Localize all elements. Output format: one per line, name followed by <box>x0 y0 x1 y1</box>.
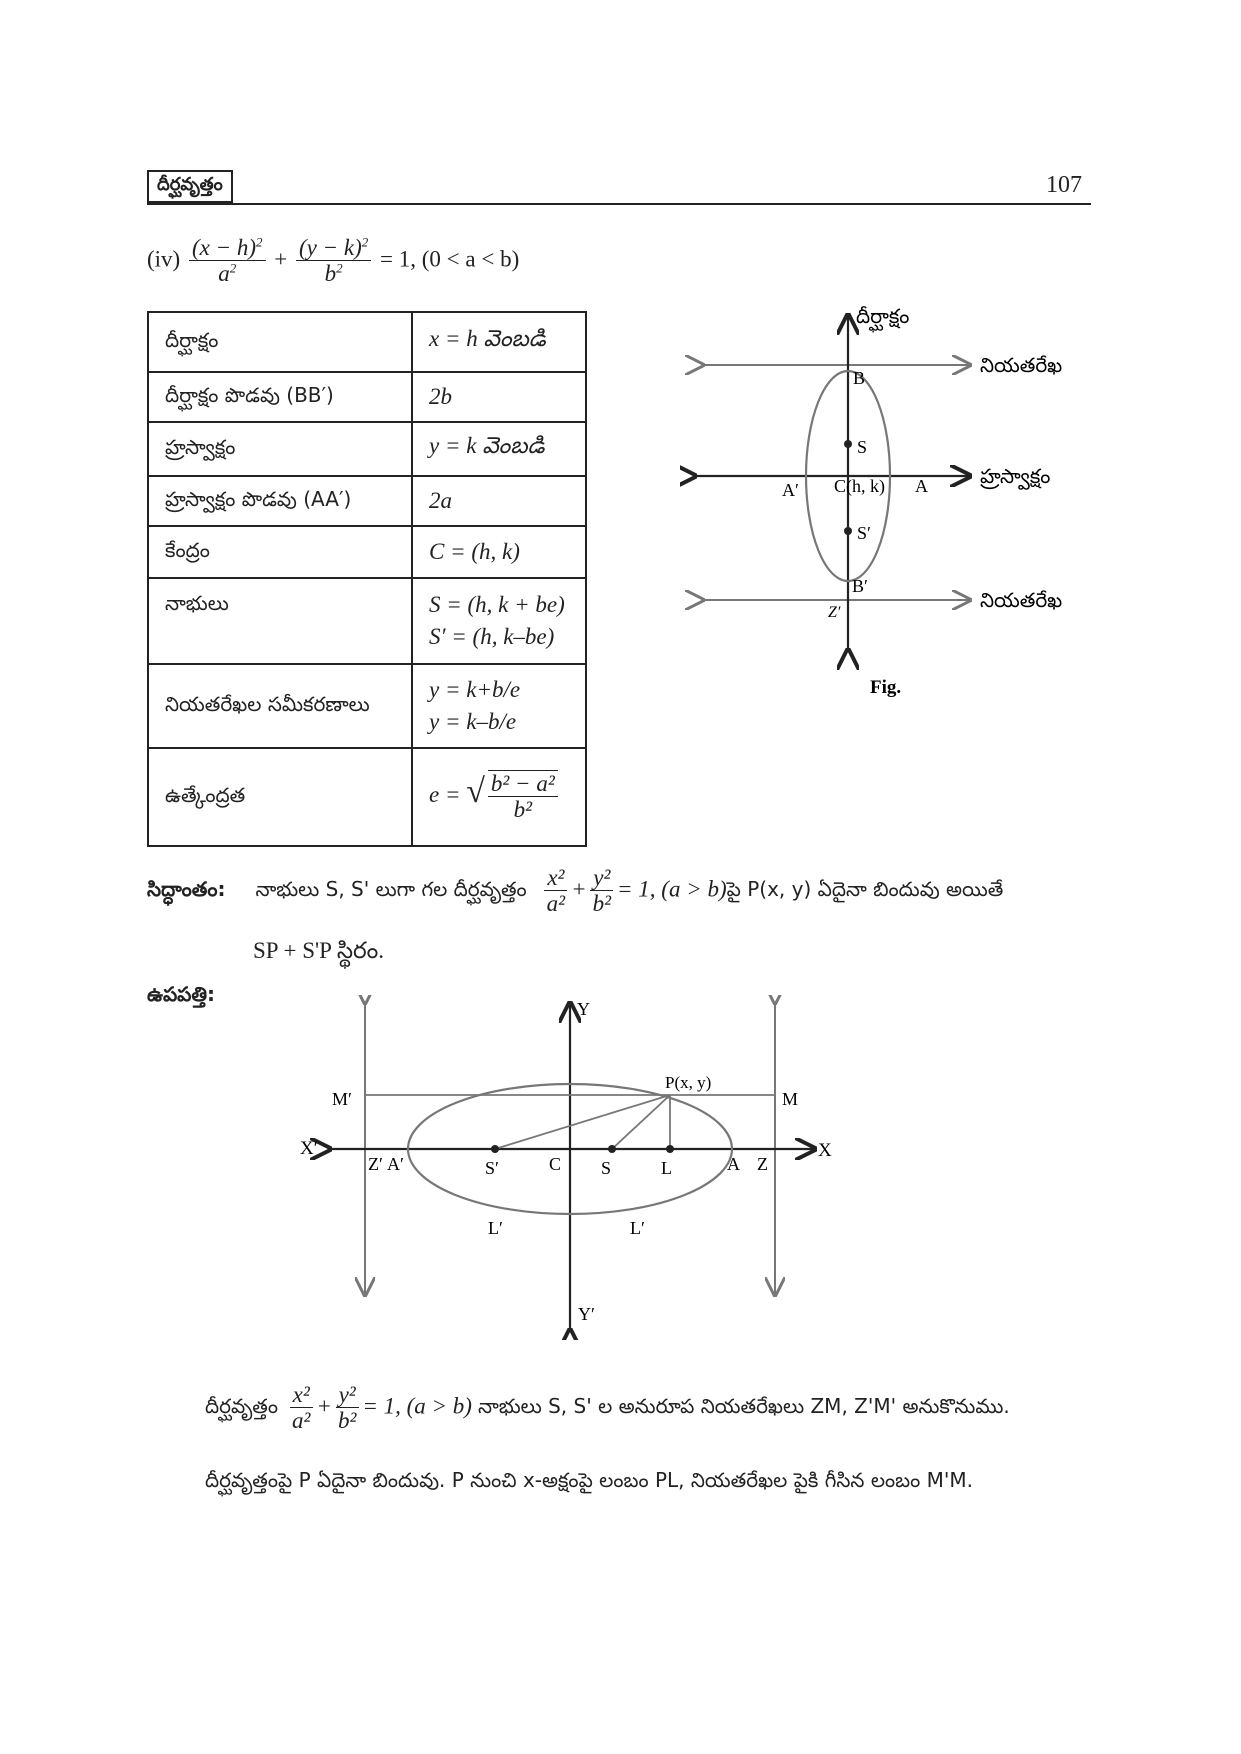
focus-s-prime <box>844 527 852 535</box>
label-c: C(h, k) <box>834 476 885 496</box>
label-l-prime-2: L′ <box>630 1218 645 1238</box>
page-number: 107 <box>1046 172 1082 198</box>
label-y-prime: Y′ <box>578 1304 595 1324</box>
label-s: S <box>601 1158 612 1178</box>
label-a: A <box>915 476 928 496</box>
proof-equation: $\frac{\text{x²}}{\text{a²}}$ + $\frac{\text{y²}}{\text{b²}}$ = 1, (a > b) <box>286 1382 472 1435</box>
line-s-prime-p <box>495 1095 670 1149</box>
label-p: P(x, y) <box>665 1073 712 1092</box>
label-x-prime: X′ <box>300 1138 318 1159</box>
label-m-prime: M′ <box>332 1089 352 1109</box>
case-iv-equation: (iv) $\frac{(x - h)^2}{a^2}$ + $\frac{(y - k)^2}{b^2}$ = 1, (0 < a < b) <box>147 234 520 287</box>
table-row: హ్రస్వాక్షం y = k వెంబడి <box>148 422 586 476</box>
point-l <box>666 1145 674 1153</box>
table-row: దీర్ఘాక్షం x = h వెంబడి <box>148 312 586 372</box>
point-s <box>608 1145 616 1153</box>
fraction-y: $\frac{(y - k)^2}{b^2}$ <box>296 235 371 288</box>
label-c: C <box>549 1154 562 1174</box>
proof-line-1: దీర్ఘవృత్తం $\frac{\text{x²}}{\text{a²}}$ + $\frac{\text{y²}}{\text{b²}}$ = 1, (a > b) నాభులు S, S' ల అనురూప నియతరేఖలు ZM, Z'M' అనుకొనుము. <box>205 1382 1010 1434</box>
label-s: S <box>857 437 868 457</box>
label-minor-axis: హ్రస్వాక్షం <box>980 464 1051 488</box>
table-row: ఉత్కేంద్రత e = √ $\frac{\text{b² − a²}}{\text{b²}}$ <box>148 748 586 846</box>
label-major-axis: దీర్ఘాక్షం <box>856 304 910 328</box>
label-a-prime: A′ <box>782 480 799 500</box>
case-label: (iv) <box>147 246 181 272</box>
label-z-prime: Z′ <box>368 1154 383 1174</box>
table-row: కేంద్రం C = (h, k) <box>148 526 586 578</box>
label-a: A <box>727 1154 740 1174</box>
proof-label: ఉపపత్తి: <box>147 982 216 1006</box>
table-row: హ్రస్వాక్షం పొడవు (AA′) 2a <box>148 476 586 526</box>
label-l-prime-1: L′ <box>488 1218 503 1238</box>
label-z-prime: Z′ <box>828 604 841 621</box>
proof-line-2: దీర్ఘవృత్తంపై P ఏదైనా బిందువు. P నుంచి x-అక్షంపై లంబం PL, నియతరేఖల పైకి గీసిన లంబం M'M. <box>205 1468 974 1492</box>
label-l: L <box>661 1158 672 1178</box>
chapter-title-box <box>147 170 233 203</box>
label-directrix-top: నియతరేఖ <box>980 353 1063 377</box>
equation-rest: = 1, (0 < a < b) <box>380 246 520 272</box>
header-rule <box>147 203 1091 205</box>
label-a-prime: A′ <box>387 1154 404 1174</box>
label-directrix-bottom: నియతరేఖ <box>980 588 1063 612</box>
theorem-line <box>147 865 1091 918</box>
theorem-text-a: నాభులు S, S' లుగా గల దీర్ఘవృత్తం <box>255 876 527 901</box>
label-x: X <box>818 1140 832 1161</box>
properties-table <box>147 311 587 847</box>
label-m: M <box>782 1089 799 1109</box>
theorem-text-b: పై P(x, y) ఏదైనా బిందువు అయితే <box>726 876 1004 901</box>
label-b-prime: B′ <box>852 576 868 596</box>
table-row: నియతరేఖల సమీకరణాలు y = k+b/e y = k–b/e <box>148 664 586 748</box>
label-y: Y <box>577 999 590 1019</box>
fig-caption: Fig. <box>870 677 902 698</box>
label-s-prime: S′ <box>857 523 871 543</box>
chapter-title: దీర్ఘవృత్తం <box>157 174 223 195</box>
ellipse-vertical-figure <box>680 295 1100 715</box>
label-b: B <box>853 368 866 388</box>
label-s-prime: S′ <box>485 1158 499 1178</box>
ellipse-horizontal-figure <box>290 995 850 1340</box>
theorem-label: సిద్ధాంతం: <box>147 876 226 901</box>
theorem-equation: $\frac{\text{x²}}{\text{a²}}$ + $\frac{\text{y²}}{\text{b²}}$ = 1, (a > b) <box>541 865 727 918</box>
table-row: నాభులు S = (h, k + be) S′ = (h, k–be) <box>148 578 586 664</box>
table-row: దీర్ఘాక్షం పొడవు (BB′) 2b <box>148 372 586 422</box>
focus-s <box>844 440 852 448</box>
label-z: Z <box>757 1154 768 1174</box>
fraction-x: $\frac{(x - h)^2}{a^2}$ <box>189 235 266 288</box>
point-s-prime <box>491 1145 499 1153</box>
theorem-line-2: SP + S'P స్థిరం. <box>253 938 385 963</box>
